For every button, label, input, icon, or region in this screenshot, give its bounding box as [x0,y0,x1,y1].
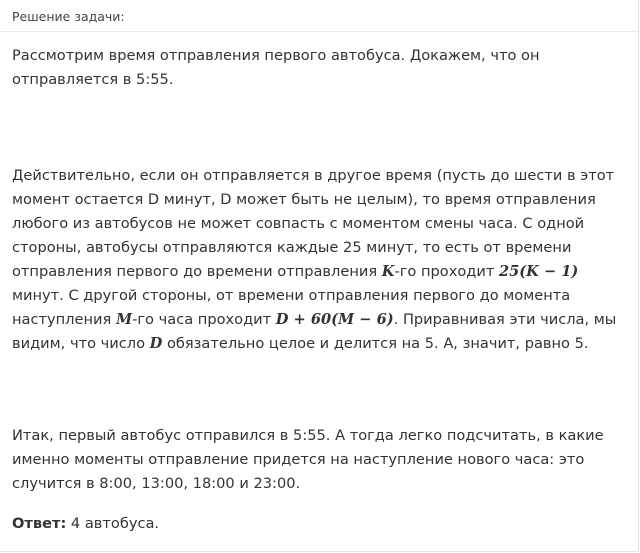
answer-value: 4 автобуса. [66,515,160,532]
proof-text-4: -го часа проходит [132,311,276,328]
math-var-k: K [381,263,395,280]
header-divider [0,31,638,32]
math-var-m: M [115,311,133,328]
paragraph-conclusion: Итак, первый автобус отправился в 5:55. А тогда легко подсчитать, в какие именно моменты отправление придется на наступление нового часа: это случится в 8:00, 13:00, 18:00 и 23:00. [12,427,604,492]
answer-label: Ответ: [12,515,67,532]
solution-caption: Решение задачи: [12,9,125,24]
paragraph-proof [12,164,624,356]
math-var-d: D [149,335,163,352]
answer-line [12,512,624,536]
paragraph-first-bus: Рассмотрим время отправления первого автобуса. Докажем, что он отправляется в 5:55. [12,47,540,88]
proof-text-1: Действительно, если он отправляется в другое время (пусть до шести в этот момент остается D минут, D может быть не целым), то время отправления любого из автобусов не может совпасть с моментом смены часа. С одной стороны, автобусы отправляются каждые 25 минут, то есть от времени отправления первого до времени отправления [12,167,615,280]
proof-text-6: обязательно целое и делится на 5. А, значит, равно 5. [162,335,589,352]
proof-text-2: -го проходит [394,263,499,280]
proof-text-3: минут. С другой стороны, от времени отправления первого до момента наступления [12,287,571,328]
proof-text-5: . Приравнивая эти числа, мы видим, что число [12,311,617,352]
math-expression-25-k-minus-1: 25(K − 1) [498,263,579,280]
math-expression-d-plus-60: D + 60(M − 6) [275,311,394,328]
